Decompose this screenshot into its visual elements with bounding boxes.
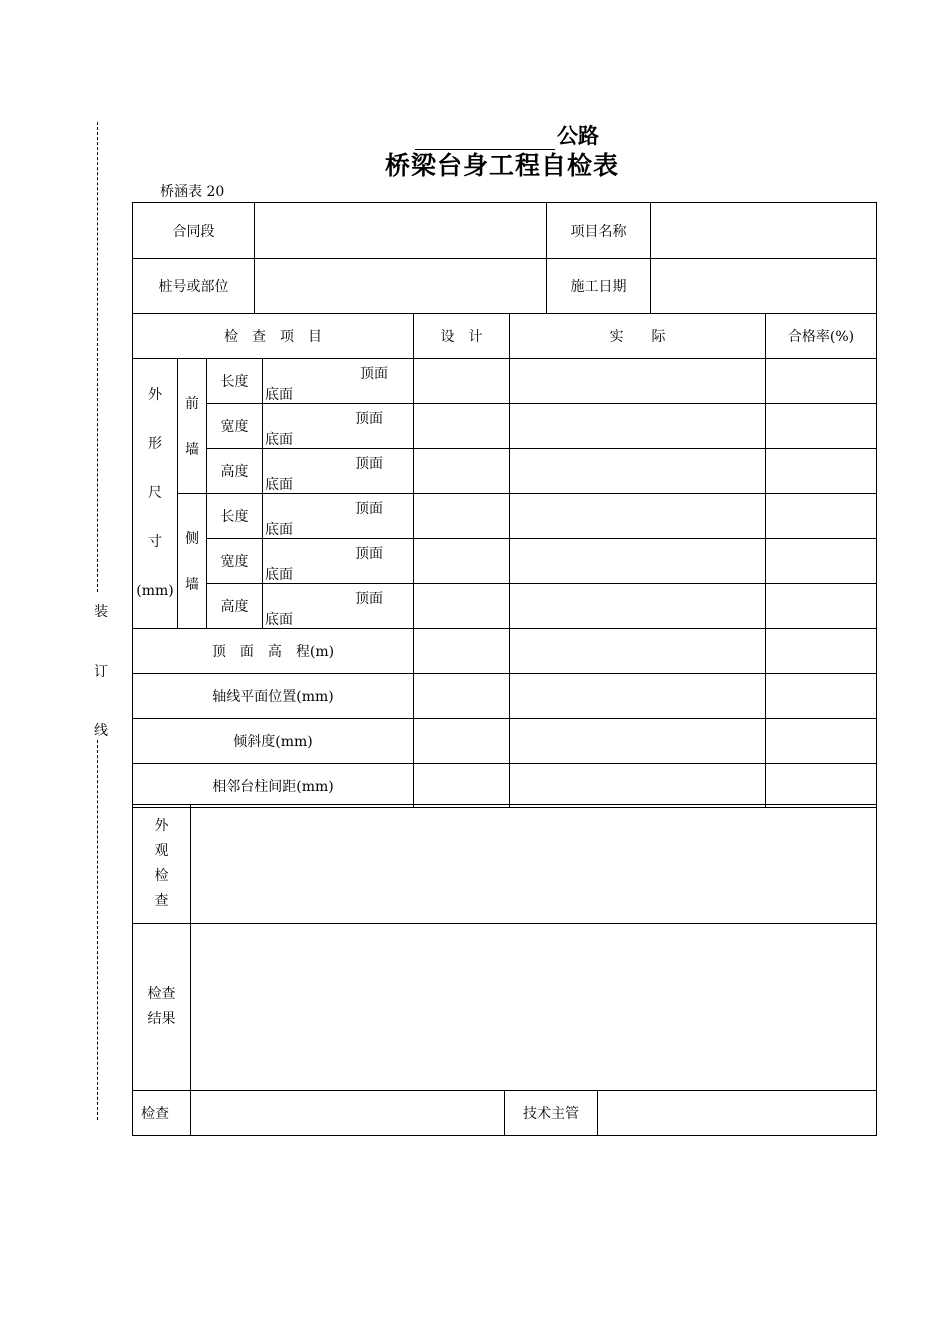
- inspector-value[interactable]: [191, 1091, 505, 1136]
- tech-supervisor-value[interactable]: [598, 1091, 877, 1136]
- appearance-value[interactable]: [191, 805, 877, 924]
- page-title: 桥梁台身工程自检表: [385, 151, 620, 180]
- appearance-char-4: 查: [154, 893, 169, 909]
- side-width-face: [263, 539, 414, 584]
- front-length-face: [263, 359, 414, 404]
- binding-char-3: 线: [94, 723, 108, 739]
- bottom-label: 底面: [265, 612, 293, 628]
- front-height-label: 高度: [207, 449, 263, 494]
- form-number: 桥涵表 20: [160, 184, 225, 200]
- side-height-face: [263, 584, 414, 629]
- appearance-char-1: 外: [154, 818, 169, 834]
- binding-line-bottom: [97, 740, 98, 1120]
- result-line-2: 结果: [147, 1011, 176, 1027]
- bottom-label: 底面: [265, 567, 293, 583]
- front-wall-char-2: 墙: [185, 442, 199, 458]
- bottom-label: 底面: [265, 432, 293, 448]
- side-height-pass[interactable]: [766, 584, 877, 629]
- dim-char-4: 寸: [148, 534, 162, 550]
- bottom-table: [132, 804, 877, 1136]
- inspection-table: [132, 313, 877, 808]
- bottom-label: 底面: [265, 522, 293, 538]
- header-table: [132, 202, 877, 314]
- column-spacing-label: 相邻台柱间距(mm): [133, 764, 414, 808]
- inclination-pass[interactable]: [766, 719, 877, 764]
- column-spacing-actual[interactable]: [510, 764, 766, 808]
- project-value[interactable]: [651, 203, 877, 259]
- front-wall-char-1: 前: [185, 396, 199, 412]
- side-height-actual[interactable]: [510, 584, 766, 629]
- dim-char-2: 形: [148, 436, 162, 452]
- front-length-design[interactable]: [414, 359, 510, 404]
- result-label: [133, 924, 191, 1091]
- dim-char-1: 外: [148, 387, 162, 403]
- date-value[interactable]: [651, 259, 877, 314]
- result-line-1: 检查: [147, 986, 176, 1002]
- top-label: 顶面: [355, 546, 383, 562]
- inspector-label: 检查: [133, 1091, 191, 1136]
- side-length-face: [263, 494, 414, 539]
- appearance-char-2: 观: [154, 843, 169, 859]
- top-elevation-design[interactable]: [414, 629, 510, 674]
- top-label: 顶面: [355, 456, 383, 472]
- column-spacing-pass[interactable]: [766, 764, 877, 808]
- col-header-pass-rate: 合格率(%): [766, 314, 877, 359]
- front-height-actual[interactable]: [510, 449, 766, 494]
- axis-position-design[interactable]: [414, 674, 510, 719]
- side-wall-char-2: 墙: [185, 577, 199, 593]
- front-length-actual[interactable]: [510, 359, 766, 404]
- dim-char-5: (mm): [136, 583, 174, 599]
- side-wall-char-1: 侧: [185, 531, 199, 547]
- top-label: 顶面: [355, 501, 383, 517]
- bottom-label: 底面: [265, 387, 293, 403]
- front-width-actual[interactable]: [510, 404, 766, 449]
- top-elevation-pass[interactable]: [766, 629, 877, 674]
- side-width-pass[interactable]: [766, 539, 877, 584]
- dim-char-3: 尺: [148, 485, 162, 501]
- side-length-design[interactable]: [414, 494, 510, 539]
- front-width-label: 宽度: [207, 404, 263, 449]
- side-width-design[interactable]: [414, 539, 510, 584]
- front-height-pass[interactable]: [766, 449, 877, 494]
- result-value[interactable]: [191, 924, 877, 1091]
- inclination-label: 倾斜度(mm): [133, 719, 414, 764]
- project-label: 项目名称: [547, 203, 651, 259]
- col-header-item: 检 查 项 目: [133, 314, 414, 359]
- front-height-face: [263, 449, 414, 494]
- side-length-pass[interactable]: [766, 494, 877, 539]
- inclination-design[interactable]: [414, 719, 510, 764]
- top-label: 顶面: [355, 591, 383, 607]
- contract-value[interactable]: [255, 203, 547, 259]
- axis-position-pass[interactable]: [766, 674, 877, 719]
- title-suffix: 公路: [557, 124, 599, 148]
- column-spacing-design[interactable]: [414, 764, 510, 808]
- side-height-design[interactable]: [414, 584, 510, 629]
- front-length-label: 长度: [207, 359, 263, 404]
- axis-position-actual[interactable]: [510, 674, 766, 719]
- front-height-design[interactable]: [414, 449, 510, 494]
- front-length-pass[interactable]: [766, 359, 877, 404]
- binding-char-2: 订: [94, 664, 108, 680]
- dimension-group-label: [133, 359, 178, 629]
- side-wall-label: [178, 494, 207, 629]
- station-value[interactable]: [255, 259, 547, 314]
- col-header-design: 设 计: [414, 314, 510, 359]
- date-label: 施工日期: [547, 259, 651, 314]
- station-label: 桩号或部位: [133, 259, 255, 314]
- inclination-actual[interactable]: [510, 719, 766, 764]
- front-width-face: [263, 404, 414, 449]
- side-width-label: 宽度: [207, 539, 263, 584]
- top-label: 顶面: [360, 366, 388, 382]
- contract-label: 合同段: [133, 203, 255, 259]
- front-width-pass[interactable]: [766, 404, 877, 449]
- side-width-actual[interactable]: [510, 539, 766, 584]
- tech-supervisor-label: 技术主管: [505, 1091, 598, 1136]
- front-wall-label: [178, 359, 207, 494]
- binding-line-top: [97, 122, 98, 592]
- front-width-design[interactable]: [414, 404, 510, 449]
- top-elevation-label: 顶 面 高 程(m): [133, 629, 414, 674]
- side-length-label: 长度: [207, 494, 263, 539]
- bottom-label: 底面: [265, 477, 293, 493]
- top-label: 顶面: [355, 411, 383, 427]
- top-elevation-actual[interactable]: [510, 629, 766, 674]
- side-length-actual[interactable]: [510, 494, 766, 539]
- binding-char-1: 装: [94, 604, 108, 620]
- side-height-label: 高度: [207, 584, 263, 629]
- appearance-char-3: 检: [154, 868, 169, 884]
- appearance-label: [133, 805, 191, 924]
- col-header-actual: 实 际: [510, 314, 766, 359]
- axis-position-label: 轴线平面位置(mm): [133, 674, 414, 719]
